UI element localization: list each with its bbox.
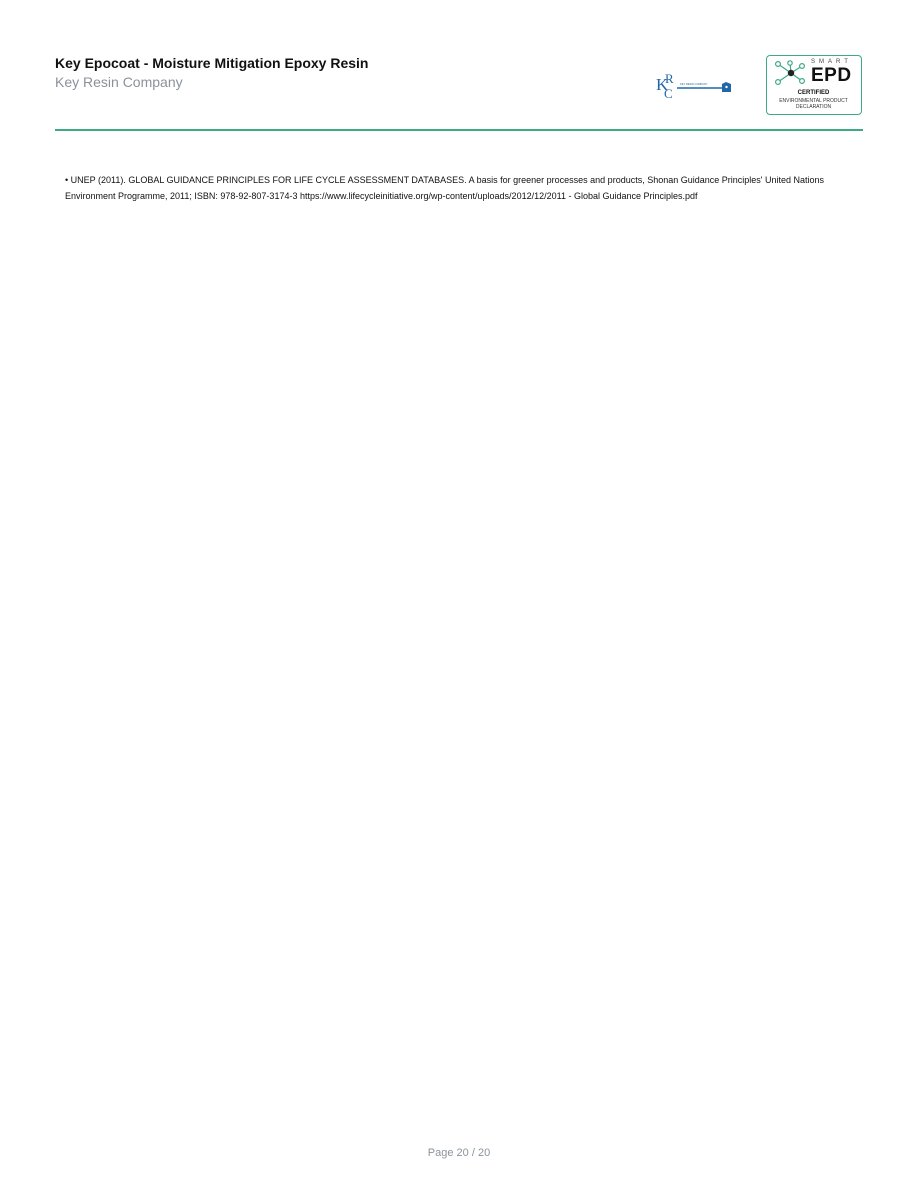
krc-logo-letter-r: R [665,71,674,86]
epd-description: ENVIRONMENTAL PRODUCT DECLARATION [779,98,848,110]
header-divider [55,129,863,131]
reference-list [65,172,865,204]
krc-logo [655,70,735,102]
epd-smart-label: SMART [811,59,852,65]
document-title: Key Epocoat - Moisture Mitigation Epoxy Resin [55,55,369,71]
page-header [0,0,918,131]
krc-logo-letter-k: K [656,75,669,94]
epd-certified-label: CERTIFIED [797,90,830,96]
company-name: Key Resin Company [55,74,183,90]
epd-label: EPD [811,65,852,86]
smart-epd-certified-badge [766,55,862,115]
krc-logo-tagline: KEY RESIN COMPANY [680,83,708,86]
reference-item: • UNEP (2011). GLOBAL GUIDANCE PRINCIPLES FOR LIFE CYCLE ASSESSMENT DATABASES. A basis for greener processes and products, Shonan Guidance Principles' United Nations Environment Programme, 2011; ISBN: 978-92-807-3174-3 https://www.lifecycleinitiative.org/wp-content/uploads/2012/12/2011 - Global Guidance Principles.pdf [65,175,825,201]
network-icon [771,60,809,90]
krc-logo-letter-c: C [664,86,673,101]
page-number: Page 20 / 20 [427,1147,491,1159]
